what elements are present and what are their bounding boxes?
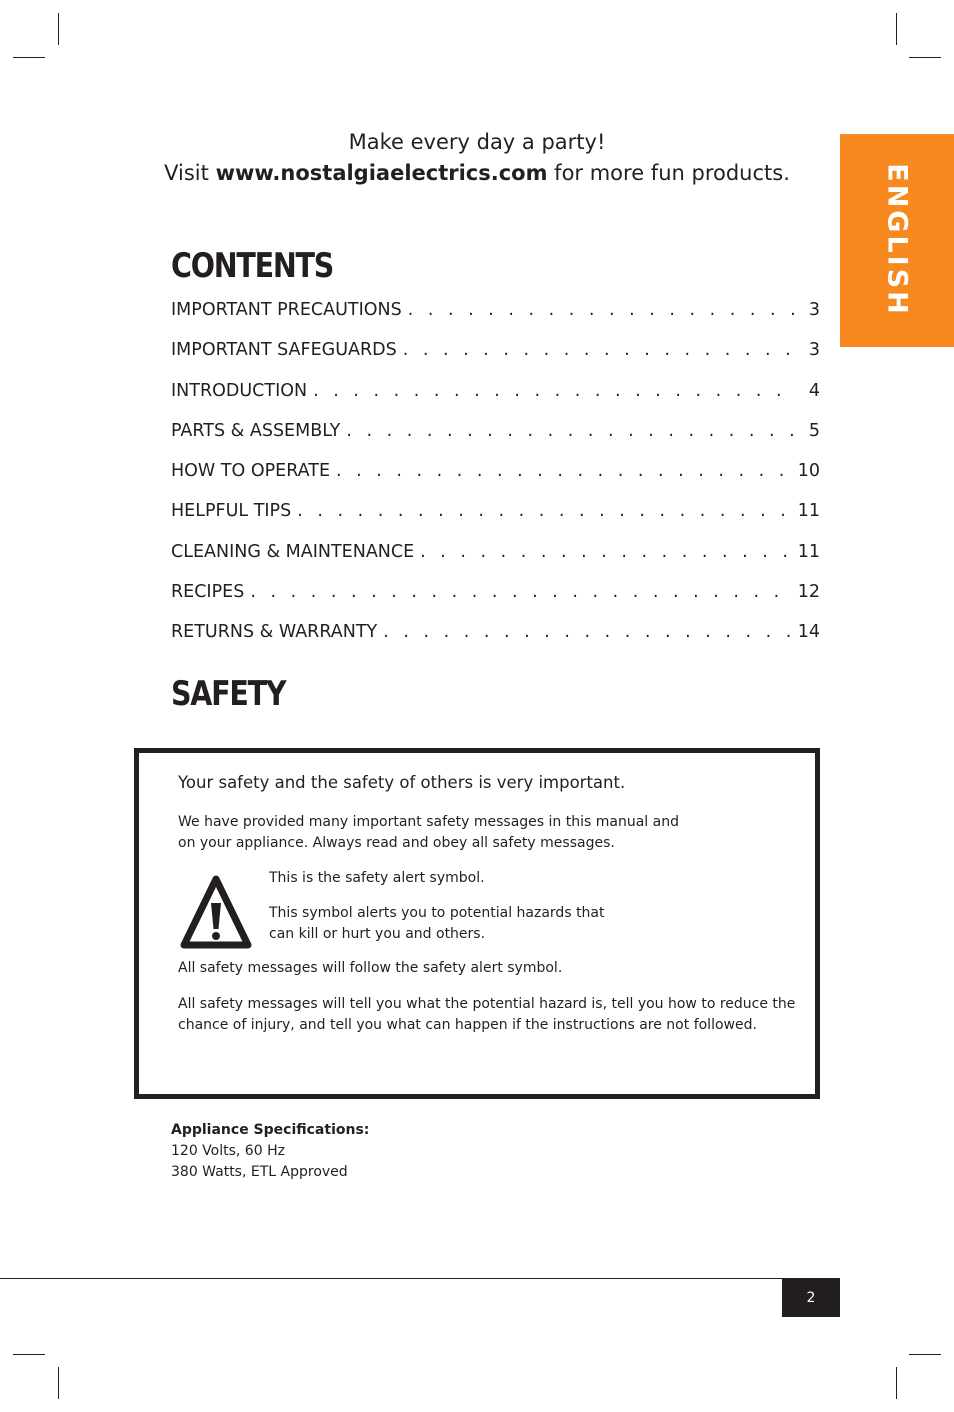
toc-leader	[408, 300, 794, 320]
toc-row	[171, 381, 820, 421]
toc-row	[171, 582, 820, 622]
tagline-line-2	[0, 161, 954, 185]
toc-leader	[403, 340, 794, 360]
website-url: www.nostalgiaelectrics.com	[215, 161, 548, 185]
crop-mark	[13, 1354, 45, 1355]
toc-title: INTRODUCTION	[171, 380, 308, 401]
toc-page: 5	[808, 420, 820, 441]
tagline-text: Make every day a party!	[348, 130, 606, 154]
contents-heading: CONTENTS	[171, 246, 334, 286]
toc-page: 3	[808, 300, 820, 320]
toc-title: CLEANING & MAINTENANCE	[171, 541, 415, 562]
crop-mark	[896, 13, 897, 45]
toc-title: RECIPES	[171, 582, 245, 603]
appliance-specs	[171, 1120, 369, 1183]
safety-tell-line: All safety messages will tell you what the potential hazard is, tell you how to reduce the	[178, 996, 796, 1012]
toc-page: 14	[797, 622, 820, 643]
specs-line: 120 Volts, 60 Hz	[171, 1143, 285, 1159]
toc-title: HOW TO OPERATE	[171, 461, 331, 482]
symbol-description-line: This symbol alerts you to potential hazards that	[269, 905, 605, 921]
toc-title: IMPORTANT SAFEGUARDS	[171, 340, 397, 361]
tagline-suffix: for more fun products.	[547, 161, 790, 185]
symbol-description	[269, 903, 605, 945]
footer-rule	[0, 1278, 840, 1279]
safety-notice-box	[134, 748, 820, 1099]
safety-heading: SAFETY	[171, 674, 286, 714]
crop-mark	[909, 57, 941, 58]
toc-row	[171, 421, 820, 461]
toc-row	[171, 340, 820, 380]
toc-row	[171, 542, 820, 582]
safety-intro-line: on your appliance. Always read and obey all safety messages.	[178, 835, 615, 851]
language-tab-label: ENGLISH	[881, 163, 913, 317]
tagline-prefix: Visit	[164, 161, 216, 185]
toc-row	[171, 622, 820, 662]
safety-intro-line: We have provided many important safety messages in this manual and	[178, 814, 679, 830]
symbol-caption: This is the safety alert symbol.	[269, 870, 485, 886]
table-of-contents	[171, 300, 820, 663]
crop-mark	[896, 1367, 897, 1399]
specs-title: Appliance Specifications:	[171, 1122, 370, 1138]
toc-leader	[346, 421, 794, 441]
warning-triangle-icon	[180, 873, 252, 953]
safety-lead: Your safety and the safety of others is very important.	[178, 773, 626, 792]
toc-row	[171, 461, 820, 501]
page-number-text: 2	[806, 1289, 816, 1306]
toc-leader	[336, 461, 794, 481]
crop-mark	[58, 13, 59, 45]
page-number	[782, 1278, 840, 1317]
tagline-line-1	[0, 130, 954, 154]
toc-leader	[313, 381, 794, 401]
toc-page: 11	[797, 541, 820, 562]
safety-tell-text	[178, 994, 795, 1036]
toc-title: IMPORTANT PRECAUTIONS	[171, 300, 402, 320]
safety-tell-line: chance of injury, and tell you what can happen if the instructions are not followed.	[178, 1017, 757, 1033]
crop-mark	[909, 1354, 941, 1355]
toc-row	[171, 501, 820, 541]
toc-page: 11	[797, 501, 820, 522]
toc-title: RETURNS & WARRANTY	[171, 622, 378, 643]
safety-follow-text: All safety messages will follow the safety alert symbol.	[178, 960, 563, 976]
toc-page: 3	[808, 340, 820, 361]
toc-page: 10	[797, 461, 820, 482]
toc-title: HELPFUL TIPS	[171, 501, 292, 522]
toc-leader	[383, 622, 794, 642]
toc-title: PARTS & ASSEMBLY	[171, 420, 341, 441]
toc-page: 12	[797, 582, 820, 603]
specs-line: 380 Watts, ETL Approved	[171, 1164, 348, 1180]
safety-intro	[178, 812, 679, 854]
toc-leader	[297, 501, 794, 521]
crop-mark	[13, 57, 45, 58]
symbol-description-line: can kill or hurt you and others.	[269, 926, 486, 942]
crop-mark	[58, 1367, 59, 1399]
toc-leader	[250, 582, 793, 602]
toc-page: 4	[808, 380, 820, 401]
toc-row	[171, 300, 820, 340]
toc-leader	[420, 542, 794, 562]
